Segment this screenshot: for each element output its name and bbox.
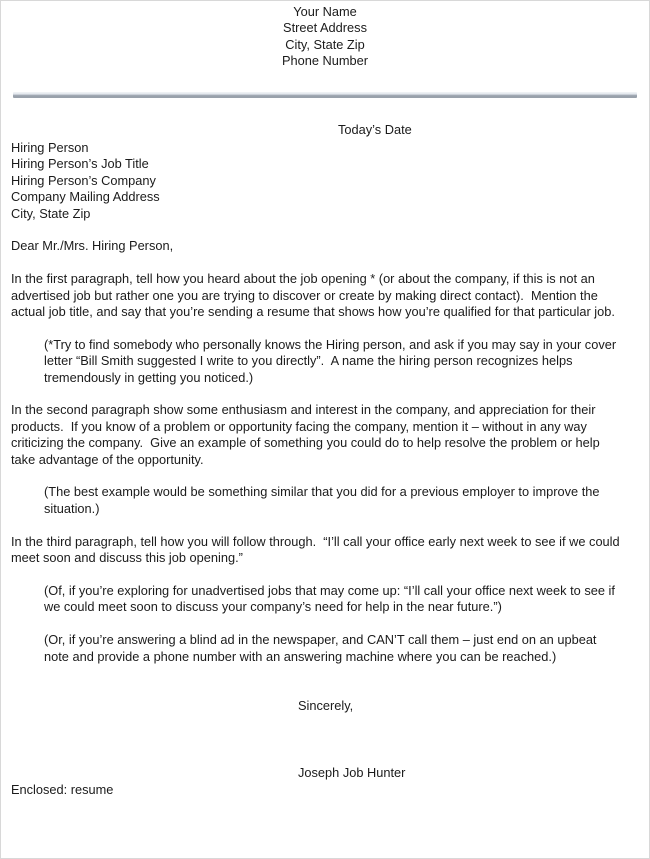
recipient-job-title: Hiring Person’s Job Title — [11, 156, 149, 172]
sender-phone-number: Phone Number — [281, 53, 369, 69]
sender-block — [11, 4, 639, 70]
note-best-example: (The best example would be something similar that you did for a previous employer to improve the situation.) — [44, 484, 604, 516]
valediction: Sincerely, — [298, 697, 354, 713]
date-line: Today’s Date — [338, 121, 412, 137]
recipient-city-state-zip: City, State Zip — [11, 205, 91, 221]
signature-name: Joseph Job Hunter — [298, 765, 406, 781]
salutation: Dear Mr./Mrs. Hiring Person, — [11, 238, 174, 254]
sender-name: Your Name — [293, 4, 357, 19]
enclosure-line: Enclosed: resume — [11, 781, 114, 797]
recipient-block — [11, 140, 639, 222]
note-find-somebody: (*Try to find somebody who personally knows the Hiring person, and ask if you may say in your cover letter “Bill Smith suggested I write to you directly”. A name the hiring person recognizes helps tremendously in getting you noticed.) — [44, 336, 620, 385]
paragraph-third: In the third paragraph, tell how you will follow through. “I’ll call your office early next week to see if we could meet soon and discuss this job opening.” — [11, 533, 624, 566]
note-blind-ad: (Or, if you’re answering a blind ad in the newspaper, and CAN’T call them – just end on an upbeat note and provide a phone number with an answering machine where you can be reached.) — [44, 632, 601, 664]
sender-street-address: Street Address — [283, 20, 367, 36]
recipient-company: Hiring Person’s Company — [11, 172, 156, 188]
sender-city-state-zip: City, State Zip — [285, 36, 365, 52]
paragraph-second: In the second paragraph show some enthusiasm and interest in the company, and appreciation for their products. If you know of a problem or opportunity facing the company, mention it – without in any way criticizing the company. Give an example of something you could do to help resolve the problem or help take advantage of the opportunity. — [11, 402, 604, 467]
note-unadvertised-jobs: (Of, if you’re exploring for unadvertised jobs that may come up: “I’ll call your office next week to see if we could meet soon to discuss your company’s need for help in the near future.”) — [44, 582, 619, 615]
recipient-name: Hiring Person — [11, 140, 89, 156]
horizontal-rule — [13, 92, 637, 98]
recipient-mailing-address: Company Mailing Address — [11, 189, 160, 205]
paragraph-first: In the first paragraph, tell how you heard about the job opening * (or about the company, if this is not an advertised job but rather one you are trying to discover or create by making direct contact). Mention the actual job title, and say that you’re sending a resume that shows how you’re qualified for that particular job. — [11, 271, 615, 320]
